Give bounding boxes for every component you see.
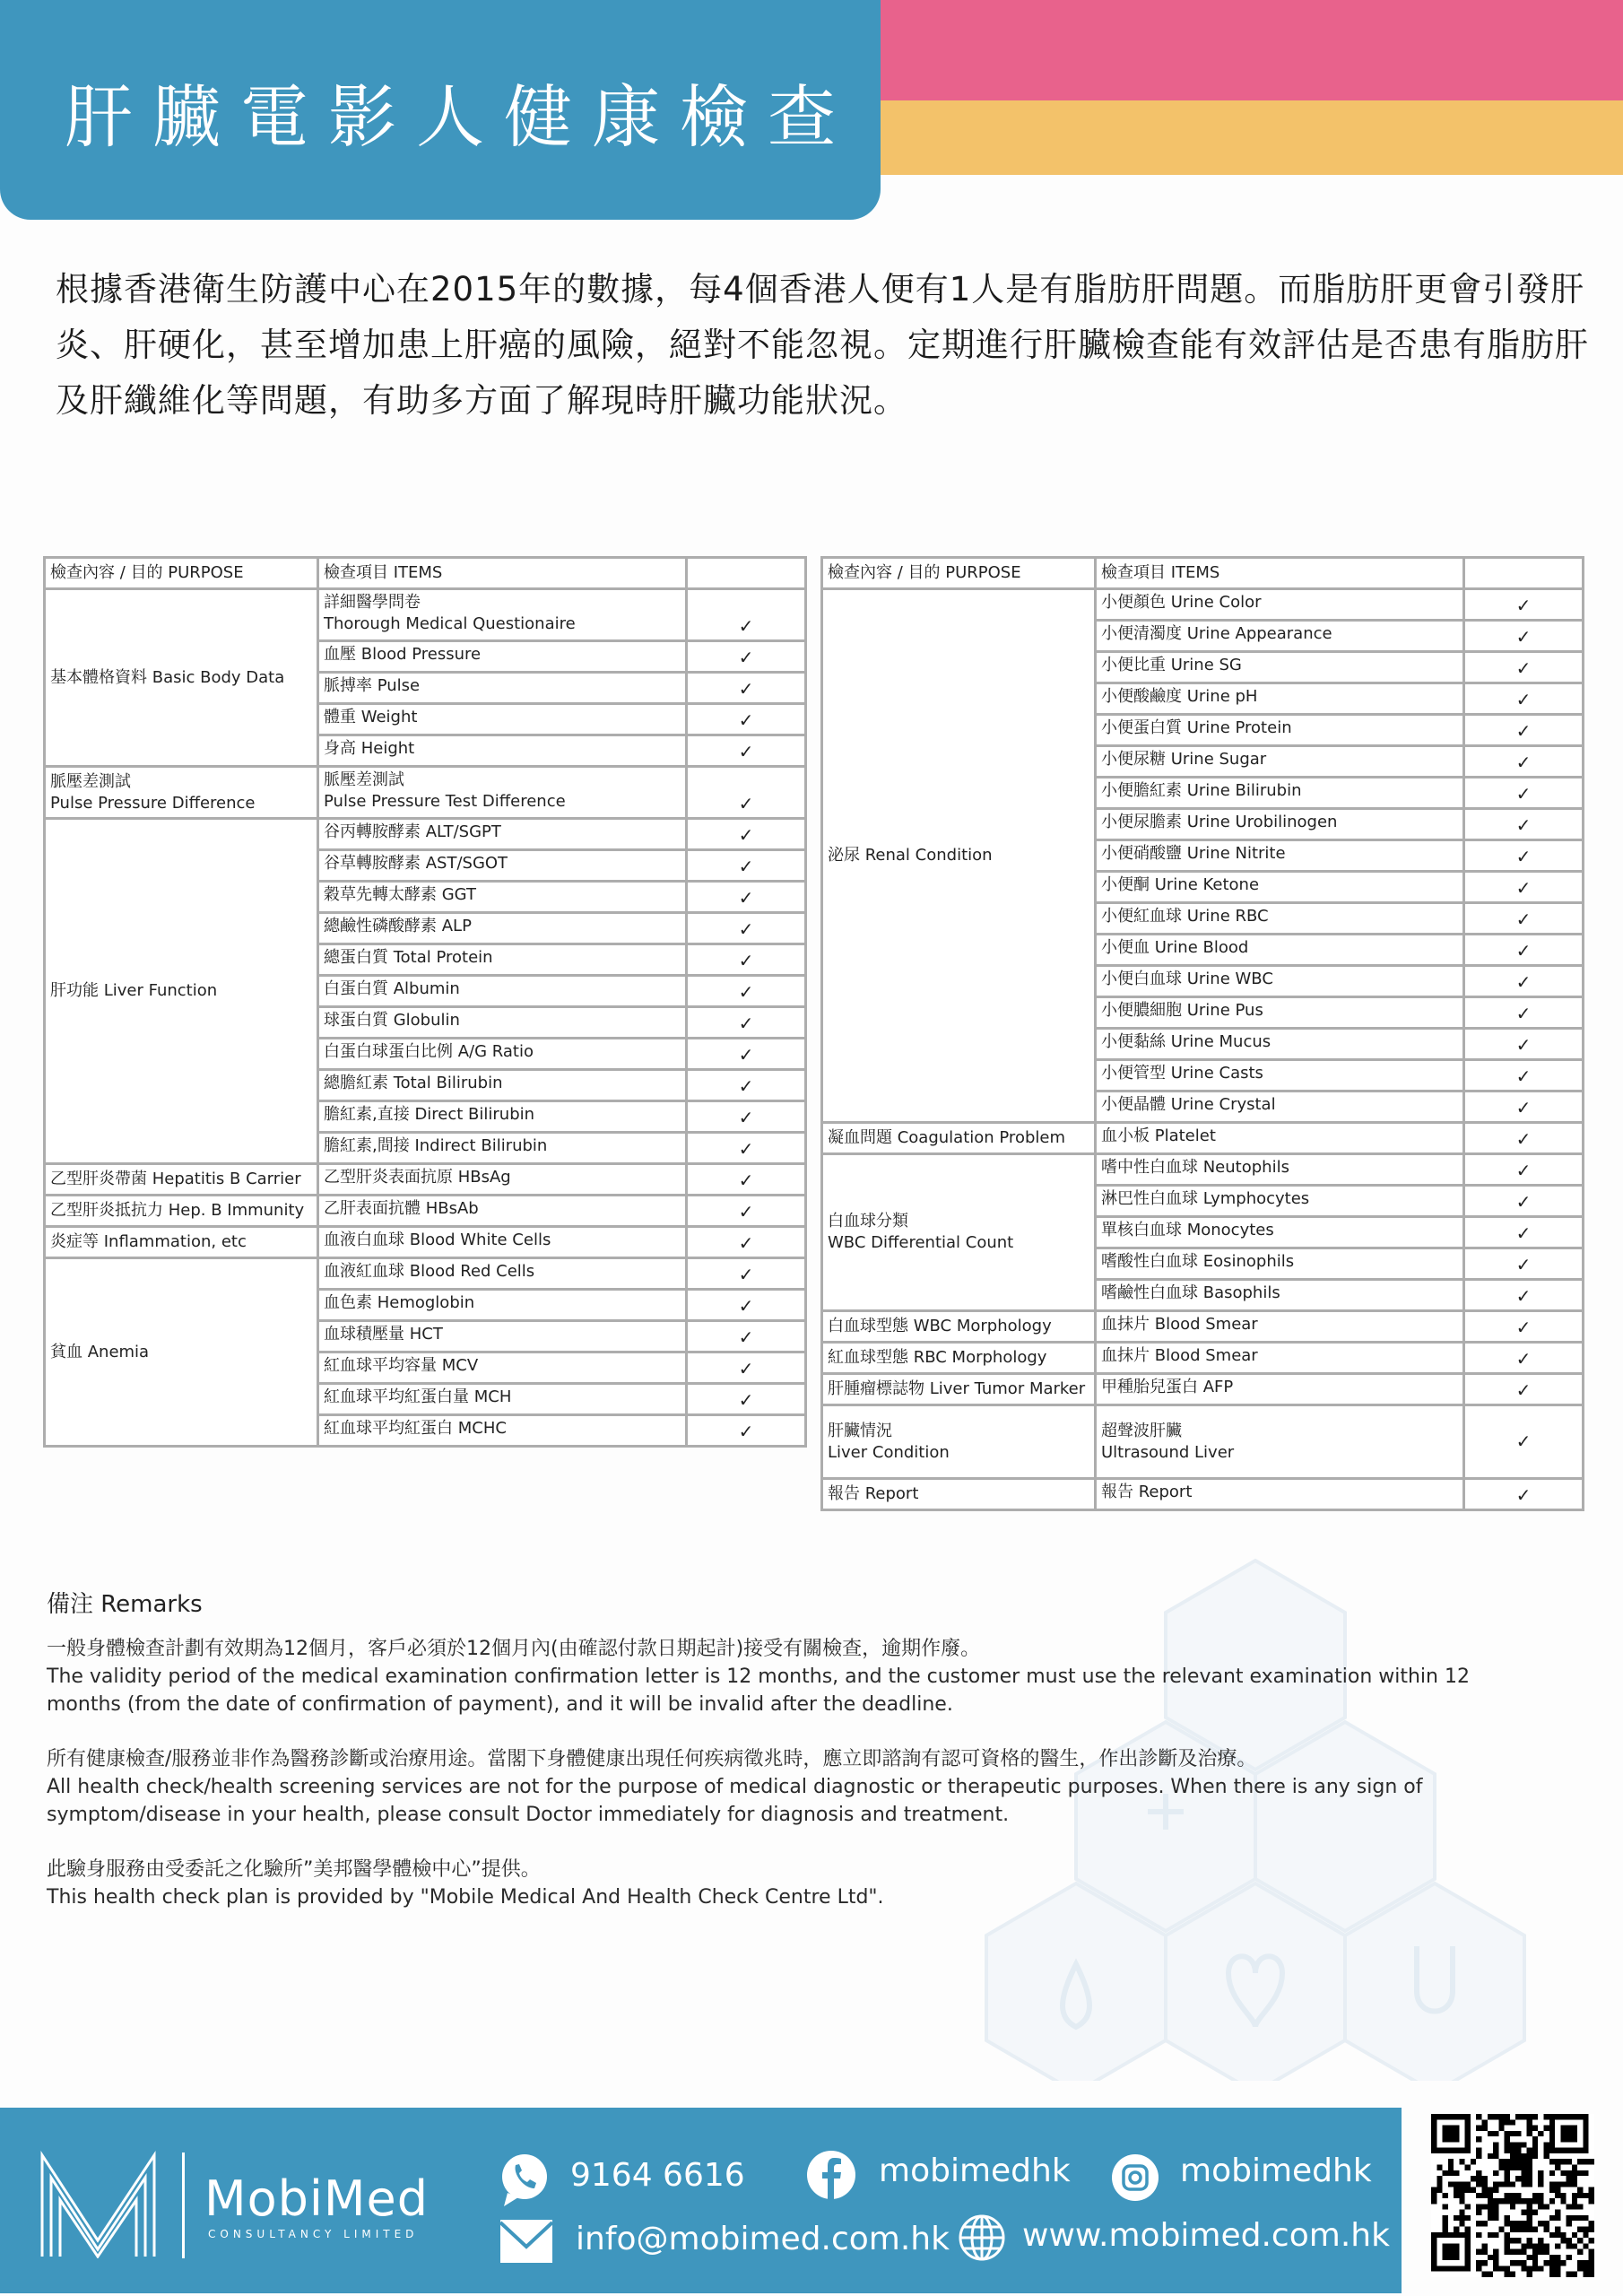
checkup-table-left xyxy=(43,556,807,1448)
purpose-cell: 紅血球型態 RBC Morphology xyxy=(823,1344,1094,1372)
check-mark-icon: ✓ xyxy=(1465,1155,1582,1184)
item-cell: 小便酸鹼度 Urine pH xyxy=(1097,684,1462,713)
item-cell: 穀草先轉太酵素 GGT xyxy=(319,883,685,911)
purpose-cell: 乙型肝炎抵抗力 Hep. B Immunity xyxy=(46,1196,317,1225)
item-cell: 脈搏率 Pulse xyxy=(319,674,685,702)
item-cell: 血球積壓量 HCT xyxy=(319,1322,685,1351)
check-mark-icon: ✓ xyxy=(688,1039,804,1068)
page-title: 肝臟電影人健康檢查 xyxy=(65,77,855,157)
purpose-cell: 肝臟情況 Liver Condition xyxy=(823,1406,1094,1477)
check-mark-icon: ✓ xyxy=(1465,716,1582,744)
brand-name: MobiMed xyxy=(204,2170,429,2227)
item-cell: 小便硝酸鹽 Urine Nitrite xyxy=(1097,841,1462,870)
check-mark-icon: ✓ xyxy=(688,883,804,911)
check-mark-icon: ✓ xyxy=(1465,653,1582,682)
whatsapp-phone-icon xyxy=(500,2152,549,2208)
header-items: 檢查項目 ITEMS xyxy=(1097,559,1462,587)
table-row xyxy=(46,1165,804,1194)
remarks-section xyxy=(47,1586,1535,1938)
item-cell: 體重 Weight xyxy=(319,705,685,734)
footer-contact-bar xyxy=(0,2108,1402,2293)
purpose-cell: 貧血 Anemia xyxy=(46,1259,317,1445)
table-row xyxy=(823,1124,1582,1152)
item-cell: 小便尿糖 Urine Sugar xyxy=(1097,747,1462,776)
check-mark-icon: ✓ xyxy=(1465,1312,1582,1341)
check-mark-icon: ✓ xyxy=(1465,1480,1582,1509)
item-cell: 小便尿膽素 Urine Urobilinogen xyxy=(1097,810,1462,839)
check-mark-icon: ✓ xyxy=(1465,1281,1582,1309)
header-pink-stripe xyxy=(881,0,1623,100)
check-mark-icon: ✓ xyxy=(688,1228,804,1257)
check-mark-icon: ✓ xyxy=(1465,1218,1582,1247)
table-row xyxy=(46,1196,804,1225)
item-cell: 紅血球平均容量 MCV xyxy=(319,1353,685,1382)
item-cell: 小便酮 Urine Ketone xyxy=(1097,873,1462,901)
purpose-cell: 凝血問題 Coagulation Problem xyxy=(823,1124,1094,1152)
table-row xyxy=(823,1375,1582,1404)
check-mark-icon: ✓ xyxy=(688,1071,804,1100)
item-cell: 總蛋白質 Total Protein xyxy=(319,945,685,974)
item-cell: 報告 Report xyxy=(1097,1480,1462,1509)
website-link[interactable]: www.mobimed.com.hk xyxy=(1022,2217,1390,2254)
instagram-handle[interactable]: mobimedhk xyxy=(1180,2152,1372,2189)
check-mark-icon: ✓ xyxy=(688,1165,804,1194)
instagram-icon xyxy=(1112,2154,1159,2201)
check-mark-icon: ✓ xyxy=(1465,1030,1582,1058)
item-cell: 脈壓差測試 Pulse Pressure Test Difference xyxy=(319,768,685,817)
check-mark-icon: ✓ xyxy=(688,642,804,671)
check-mark-icon: ✓ xyxy=(688,977,804,1005)
item-cell: 甲種胎兒蛋白 AFP xyxy=(1097,1375,1462,1404)
table-row xyxy=(823,1480,1582,1509)
check-mark-icon: ✓ xyxy=(688,1291,804,1319)
check-mark-icon: ✓ xyxy=(688,914,804,943)
check-mark-icon: ✓ xyxy=(688,1134,804,1162)
item-cell: 詳細醫學問卷 Thorough Medical Questionaire xyxy=(319,590,685,639)
check-mark-icon: ✓ xyxy=(1465,841,1582,870)
item-cell: 嗜鹼性白血球 Basophils xyxy=(1097,1281,1462,1309)
purpose-cell: 泌尿 Renal Condition xyxy=(823,590,1094,1121)
check-mark-icon: ✓ xyxy=(688,736,804,765)
item-cell: 血液紅血球 Blood Red Cells xyxy=(319,1259,685,1288)
item-cell: 小便血 Urine Blood xyxy=(1097,935,1462,964)
item-cell: 小便顏色 Urine Color xyxy=(1097,590,1462,619)
check-mark-icon: ✓ xyxy=(1465,684,1582,713)
check-mark-icon: ✓ xyxy=(1465,810,1582,839)
item-cell: 單核白血球 Monocytes xyxy=(1097,1218,1462,1247)
table-row xyxy=(46,1259,804,1288)
check-mark-icon: ✓ xyxy=(1465,747,1582,776)
purpose-cell: 乙型肝炎帶菌 Hepatitis B Carrier xyxy=(46,1165,317,1194)
purpose-cell: 白血球型態 WBC Morphology xyxy=(823,1312,1094,1341)
table-row xyxy=(46,1228,804,1257)
qr-code[interactable] xyxy=(1431,2114,1594,2277)
intro-paragraph: 根據香港衛生防護中心在2015年的數據，每4個香港人便有1人是有脂肪肝問題。而脂肪肝更會引發肝炎、肝硬化，甚至增加患上肝癌的風險，絕對不能忽視。定期進行肝臟檢查能有效評估是否患有脂肪肝及肝纖維化等問題，有助多方面了解現時肝臟功能狀況。 xyxy=(56,270,1589,420)
header-items: 檢查項目 ITEMS xyxy=(319,559,685,587)
item-cell: 小便蛋白質 Urine Protein xyxy=(1097,716,1462,744)
purpose-cell: 肝功能 Liver Function xyxy=(46,820,317,1162)
item-cell: 超聲波肝臟 Ultrasound Liver xyxy=(1097,1406,1462,1477)
item-cell: 白蛋白質 Albumin xyxy=(319,977,685,1005)
check-mark-icon: ✓ xyxy=(688,1196,804,1225)
item-cell: 膽紅素,直接 Direct Bilirubin xyxy=(319,1102,685,1131)
check-mark-icon: ✓ xyxy=(1465,1344,1582,1372)
remark-validity: 一般身體檢查計劃有效期為12個月，客戶必須於12個月內(由確認付款日期起計)接受有關檢查，逾期作廢。 The validity period of the medical examination confirmation letter is 12 months, and the customer must use the relevant examination within 12 months (from the date of confirmation of payment), and it will be invalid after the deadline. xyxy=(47,1638,1470,1716)
table-row xyxy=(823,1406,1582,1477)
check-mark-icon: ✓ xyxy=(688,945,804,974)
item-cell: 谷丙轉胺酵素 ALT/SGPT xyxy=(319,820,685,848)
remark-provider: 此驗身服務由受委託之化驗所”美邦醫學體檢中心”提供。 This health check plan is provided by "Mobile Medical And Health Check Centre Ltd". xyxy=(47,1858,884,1909)
check-mark-icon: ✓ xyxy=(688,820,804,848)
check-mark-icon: ✓ xyxy=(1465,1187,1582,1215)
item-cell: 血抹片 Blood Smear xyxy=(1097,1344,1462,1372)
check-mark-icon: ✓ xyxy=(1465,1092,1582,1121)
check-mark-icon: ✓ xyxy=(688,1008,804,1037)
check-mark-icon: ✓ xyxy=(1465,873,1582,901)
header-check xyxy=(688,559,804,587)
facebook-icon xyxy=(807,2151,855,2199)
item-cell: 血抹片 Blood Smear xyxy=(1097,1312,1462,1341)
item-cell: 小便黏絲 Urine Mucus xyxy=(1097,1030,1462,1058)
header-check xyxy=(1465,559,1582,587)
table-row xyxy=(46,768,804,817)
check-mark-icon: ✓ xyxy=(688,768,804,817)
item-cell: 身高 Height xyxy=(319,736,685,765)
item-cell: 白蛋白球蛋白比例 A/G Ratio xyxy=(319,1039,685,1068)
header-purpose: 檢查內容 / 目的 PURPOSE xyxy=(823,559,1094,587)
item-cell: 小便紅血球 Urine RBC xyxy=(1097,904,1462,933)
check-mark-icon: ✓ xyxy=(1465,622,1582,650)
purpose-cell: 白血球分類 WBC Differential Count xyxy=(823,1155,1094,1309)
item-cell: 小便晶體 Urine Crystal xyxy=(1097,1092,1462,1121)
check-mark-icon: ✓ xyxy=(1465,590,1582,619)
item-cell: 嗜中性白血球 Neutophils xyxy=(1097,1155,1462,1184)
logo-divider xyxy=(182,2152,185,2258)
item-cell: 血色素 Hemoglobin xyxy=(319,1291,685,1319)
item-cell: 總鹼性磷酸酵素 ALP xyxy=(319,914,685,943)
item-cell: 血液白血球 Blood White Cells xyxy=(319,1228,685,1257)
item-cell: 總膽紅素 Total Bilirubin xyxy=(319,1071,685,1100)
check-mark-icon: ✓ xyxy=(1465,1375,1582,1404)
check-mark-icon: ✓ xyxy=(688,674,804,702)
table-row xyxy=(823,1312,1582,1341)
item-cell: 小便比重 Urine SG xyxy=(1097,653,1462,682)
table-row xyxy=(46,590,804,639)
purpose-cell: 脈壓差測試 Pulse Pressure Difference xyxy=(46,768,317,817)
check-mark-icon: ✓ xyxy=(688,1322,804,1351)
check-mark-icon: ✓ xyxy=(688,590,804,639)
item-cell: 小便膿細胞 Urine Pus xyxy=(1097,998,1462,1027)
check-mark-icon: ✓ xyxy=(688,1385,804,1413)
check-mark-icon: ✓ xyxy=(1465,778,1582,807)
table-header-row xyxy=(46,559,804,587)
check-mark-icon: ✓ xyxy=(688,1353,804,1382)
globe-icon xyxy=(958,2213,1006,2262)
item-cell: 血小板 Platelet xyxy=(1097,1124,1462,1152)
item-cell: 小便管型 Urine Casts xyxy=(1097,1061,1462,1090)
table-row xyxy=(823,1344,1582,1372)
item-cell: 膽紅素,間接 Indirect Bilirubin xyxy=(319,1134,685,1162)
item-cell: 小便清濁度 Urine Appearance xyxy=(1097,622,1462,650)
item-cell: 乙肝表面抗體 HBsAb xyxy=(319,1196,685,1225)
check-mark-icon: ✓ xyxy=(1465,1124,1582,1152)
check-mark-icon: ✓ xyxy=(688,1102,804,1131)
email-address[interactable]: info@mobimed.com.hk xyxy=(576,2221,950,2257)
purpose-cell: 肝腫瘤標誌物 Liver Tumor Marker xyxy=(823,1375,1094,1404)
item-cell: 紅血球平均紅蛋白 MCHC xyxy=(319,1416,685,1445)
item-cell: 血壓 Blood Pressure xyxy=(319,642,685,671)
phone-number[interactable]: 9164 6616 xyxy=(570,2157,745,2194)
item-cell: 嗜酸性白血球 Eosinophils xyxy=(1097,1249,1462,1278)
check-mark-icon: ✓ xyxy=(1465,1061,1582,1090)
check-mark-icon: ✓ xyxy=(1465,1249,1582,1278)
check-mark-icon: ✓ xyxy=(1465,935,1582,964)
purpose-cell: 基本體格資料 Basic Body Data xyxy=(46,590,317,765)
check-mark-icon: ✓ xyxy=(688,851,804,880)
checkup-table-right xyxy=(820,556,1584,1511)
purpose-cell: 炎症等 Inflammation, etc xyxy=(46,1228,317,1257)
table-row xyxy=(823,1155,1582,1184)
header-yellow-stripe xyxy=(881,100,1623,175)
item-cell: 谷草轉胺酵素 AST/SGOT xyxy=(319,851,685,880)
header-purpose: 檢查內容 / 目的 PURPOSE xyxy=(46,559,317,587)
check-mark-icon: ✓ xyxy=(1465,998,1582,1027)
item-cell: 球蛋白質 Globulin xyxy=(319,1008,685,1037)
check-mark-icon: ✓ xyxy=(1465,904,1582,933)
item-cell: 小便白血球 Urine WBC xyxy=(1097,967,1462,996)
check-mark-icon: ✓ xyxy=(688,705,804,734)
check-mark-icon: ✓ xyxy=(1465,1406,1582,1477)
item-cell: 乙型肝炎表面抗原 HBsAg xyxy=(319,1165,685,1194)
item-cell: 紅血球平均紅蛋白量 MCH xyxy=(319,1385,685,1413)
table-header-row xyxy=(823,559,1582,587)
item-cell: 淋巴性白血球 Lymphocytes xyxy=(1097,1187,1462,1215)
remark-disclaimer: 所有健康檢查/服務並非作為醫務診斷或治療用途。當閣下身體健康出現任何疾病徵兆時，應立即諮詢有認可資格的醫生，作出診斷及治療。 All health check/health screening services are not for the purpose of medical diagnostic or therapeutic purposes. When there is any sign of symptom/disease in your health, please consult Doctor immediately for diagnosis and treatment. xyxy=(47,1748,1423,1826)
remarks-title: 備注 Remarks xyxy=(47,1591,203,1618)
brand-subtitle: CONSULTANCY LIMITED xyxy=(208,2228,419,2240)
email-icon xyxy=(500,2220,552,2263)
purpose-cell: 報告 Report xyxy=(823,1480,1094,1509)
facebook-handle[interactable]: mobimedhk xyxy=(879,2152,1071,2189)
table-row xyxy=(46,820,804,848)
table-row xyxy=(823,590,1582,619)
item-cell: 小便膽紅素 Urine Bilirubin xyxy=(1097,778,1462,807)
check-mark-icon: ✓ xyxy=(688,1416,804,1445)
mobimed-logo-icon xyxy=(38,2151,159,2258)
check-mark-icon: ✓ xyxy=(688,1259,804,1288)
check-mark-icon: ✓ xyxy=(1465,967,1582,996)
